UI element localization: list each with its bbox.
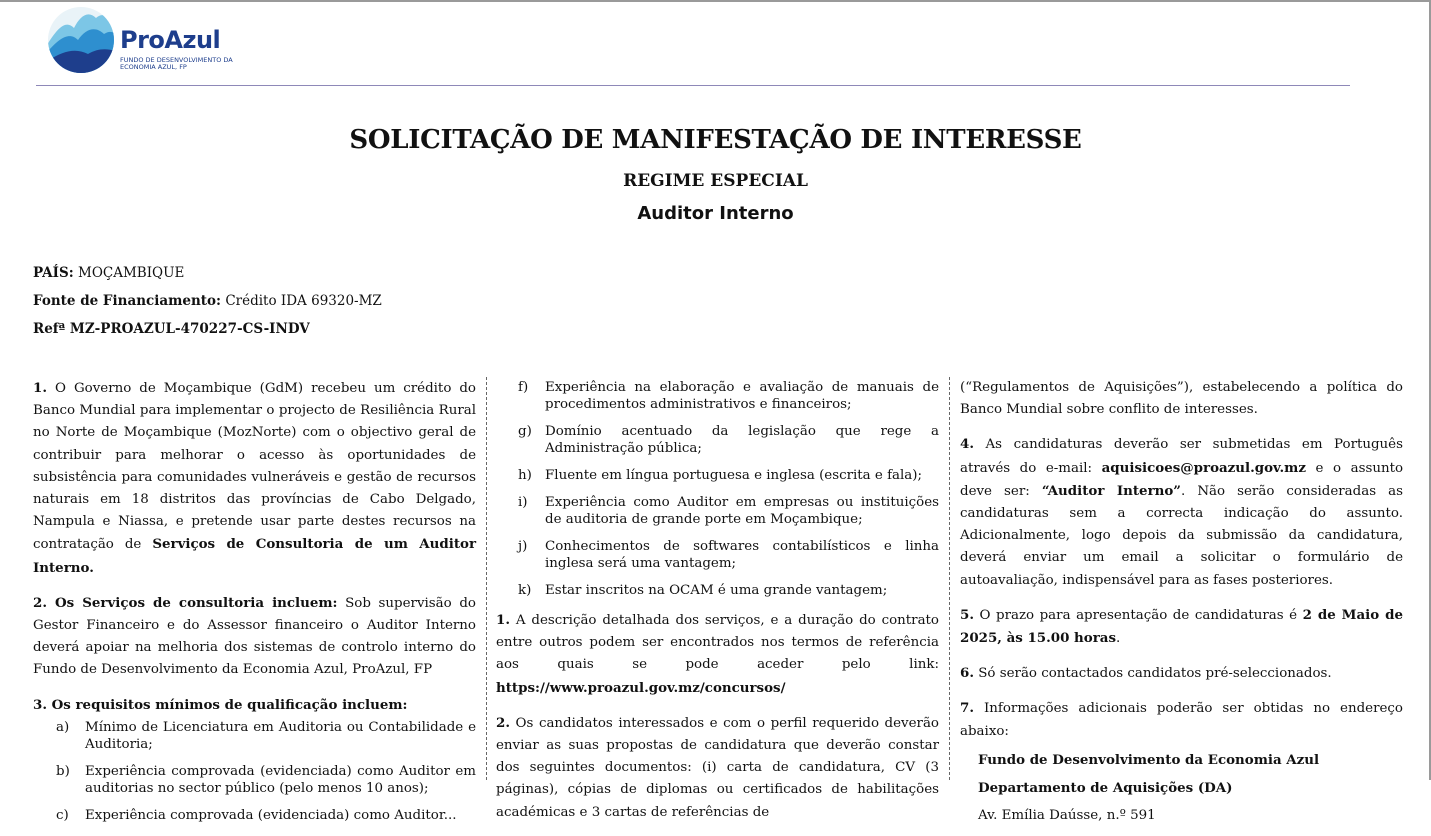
list-text: Mínimo de Licenciatura em Auditoria ou Contabilidade e Auditoria; <box>85 719 476 752</box>
paragraph-2 <box>33 592 476 682</box>
column-divider-1 <box>486 377 487 780</box>
list-item <box>496 467 939 484</box>
paragraph-number: 2. <box>496 714 510 731</box>
list-marker: f) <box>518 380 529 395</box>
list-marker: j) <box>518 539 528 554</box>
wave-logo-icon <box>44 6 118 74</box>
paragraph-number: 6. <box>960 665 974 682</box>
meta-funding-value: Crédito IDA 69320-MZ <box>225 293 382 309</box>
email-subject: “Auditor Interno” <box>1041 482 1182 499</box>
paragraph-number: 1. <box>496 612 510 628</box>
list-item <box>496 494 939 528</box>
paragraph-6 <box>960 662 1403 685</box>
paragraph-text: . <box>1116 631 1121 647</box>
list-item <box>496 423 939 457</box>
list-item <box>496 582 939 599</box>
column-1 <box>33 377 476 834</box>
paragraph-4 <box>960 433 1403 591</box>
document-subtitle: REGIME ESPECIAL <box>623 171 808 191</box>
paragraph-number: 4. <box>960 436 974 453</box>
column-3 <box>960 377 1403 827</box>
list-text: Fluente em língua portuguesa e inglesa (escrita e fala); <box>545 468 923 483</box>
column-divider-2 <box>949 377 950 780</box>
list-item <box>33 807 476 824</box>
paragraph-label: 2. Os Serviços de consultoria incluem: <box>33 594 338 611</box>
meta-ref <box>33 321 310 337</box>
list-text: Domínio acentuado da legislação que rege a Administração pública; <box>545 424 939 456</box>
paragraph-application-documents <box>496 712 939 824</box>
list-marker: g) <box>518 424 532 439</box>
position-title: Auditor Interno <box>637 203 794 224</box>
paragraph-continuation <box>960 377 1403 421</box>
paragraph-number: 5. <box>960 606 974 623</box>
meta-country-value: MOÇAMBIQUE <box>78 265 185 281</box>
logo-subtitle: FUNDO DE DESENVOLVIMENTO DA ECONOMIA AZUL, FP <box>120 56 233 71</box>
paragraph-text: O Governo de Moçambique (GdM) recebeu um crédito do Banco Mundial para implementar o projecto de Resiliência Rural no Norte de Moçambique (MozNorte) com o objectivo geral de contribuir para melhorar o acesso às oportunidades de subsistência para comunidades vulneráveis e gestão de recursos naturais em 18 distritos das províncias de Cabo Delgado, Nampula e Niassa, e pretende usar parte destes recursos na contratação de <box>33 381 476 553</box>
paragraph-label: 3. Os requisitos mínimos de qualificação incluem: <box>33 696 408 713</box>
paragraph-text: As candidaturas deverão ser submetidas em Português através do e-mail: <box>960 437 1403 476</box>
address-line-1: Fundo de Desenvolvimento da Economia Azul <box>978 751 1320 768</box>
proazul-logo <box>44 6 244 76</box>
meta-ref-value: Refª MZ-PROAZUL-470227-CS-INDV <box>33 321 310 337</box>
deadline-date: 2 de Maio de 2025, às 15.00 horas <box>960 606 1403 647</box>
list-item <box>496 379 939 413</box>
list-marker: i) <box>518 495 528 510</box>
paragraph-3 <box>33 694 476 717</box>
list-item <box>496 538 939 572</box>
paragraph-text: . Não serão consideradas as candidaturas sem a correcta indicação do assunto. Adicionalmente, logo depois da submissão da candidatura, deverá enviar um email a solicitar o formulário de autoavaliação, indispensável para as fases posteriores. <box>960 483 1403 588</box>
address-line-3: Av. Emília Daússe, n.º 591 <box>978 807 1156 823</box>
paragraph-text: A descrição detalhada dos serviços, e a duração do contrato entre outros podem ser encontrados nos termos de referência aos quais se pode aceder pelo link: <box>496 613 939 673</box>
header-rule <box>36 85 1350 86</box>
terms-of-reference-link[interactable]: https://www.proazul.gov.mz/concursos/ <box>496 679 786 696</box>
email-link[interactable]: aquisicoes@proazul.gov.mz <box>1101 459 1306 476</box>
meta-country <box>33 265 184 281</box>
address-line-2: Departamento de Aquisições (DA) <box>978 779 1233 796</box>
paragraph-7 <box>960 697 1403 742</box>
paragraph-text: O prazo para apresentação de candidaturas é <box>979 607 1298 623</box>
meta-funding <box>33 293 382 309</box>
list-text: Experiência comprovada (evidenciada) como Auditor em auditorias no sector público (pelo menos 10 anos); <box>85 763 476 796</box>
list-item <box>33 719 476 753</box>
paragraph-text: Sob supervisão do Gestor Financeiro e do Assessor financeiro o Auditor Interno deverá apoiar na melhoria dos sistemas de controlo interno do Fundo de Desenvolvimento da Economia Azul, ProAzul, FP <box>33 595 476 678</box>
paragraph-text: Informações adicionais poderão ser obtidas no endereço abaixo: <box>960 701 1403 739</box>
list-text: Conhecimentos de softwares contabilísticos e linha inglesa será uma vantagem; <box>545 539 939 571</box>
list-marker: a) <box>56 719 70 735</box>
column-2 <box>496 377 939 836</box>
list-text: Estar inscritos na OCAM é uma grande vantagem; <box>545 583 888 598</box>
paragraph-1 <box>33 377 476 580</box>
paragraph-number: 7. <box>960 700 974 717</box>
page-border-top <box>0 0 1431 2</box>
paragraph-bold: Serviços de Consultoria de um Auditor Interno. <box>33 536 476 576</box>
requirements-list <box>33 719 476 824</box>
paragraph-text: (“Regulamentos de Aquisições”), estabelecendo a política do Banco Mundial sobre conflito de interesses. <box>960 380 1403 418</box>
paragraph-text: Os candidatos interessados e com o perfil requerido deverão enviar as suas propostas de candidatura que deverão constar dos seguintes documentos: (i) carta de candidatura, CV (3 páginas), cópias de diplomas ou certificados de habilitações académicas e 3 cartas de referências de <box>496 715 939 820</box>
document-title: SOLICITAÇÃO DE MANIFESTAÇÃO DE INTERESSE <box>349 125 1082 155</box>
list-text: Experiência comprovada (evidenciada) como Auditor... <box>85 807 457 823</box>
paragraph-5 <box>960 604 1403 650</box>
paragraph-text: Só serão contactados candidatos pré-seleccionados. <box>978 666 1332 682</box>
logo-name: ProAzul <box>120 26 221 54</box>
paragraph-number: 1. <box>33 380 47 396</box>
list-marker: b) <box>56 763 70 779</box>
meta-funding-label: Fonte de Financiamento: <box>33 293 222 309</box>
list-text: Experiência na elaboração e avaliação de manuais de procedimentos administrativos e financeiros; <box>545 380 939 412</box>
paragraph-text: e o assunto deve ser: <box>960 460 1404 499</box>
list-marker: c) <box>56 807 69 823</box>
paragraph-services-description <box>496 609 939 700</box>
list-text: Experiência como Auditor em empresas ou instituições de auditoria de grande porte em Moçambique; <box>545 495 939 527</box>
list-marker: k) <box>518 583 532 598</box>
meta-country-label: PAÍS: <box>33 265 74 281</box>
list-marker: h) <box>518 468 532 483</box>
requirements-list-continued <box>496 379 939 599</box>
